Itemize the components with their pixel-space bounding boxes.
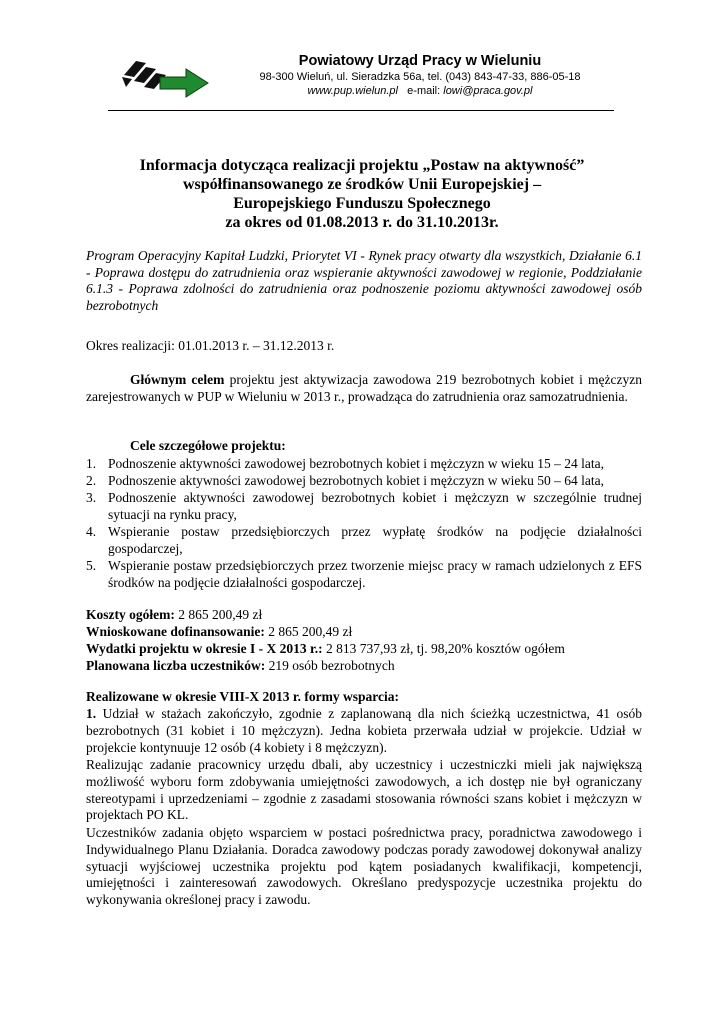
list-item: 4. Wspieranie postaw przedsiębiorczych przez wypłatę środków na podjęcie działalności gospodarczej, [86,524,642,556]
main-goal-paragraph [86,372,642,405]
title-line-3: Europejskiego Funduszu Społecznego [233,195,491,212]
org-address: 98-300 Wieluń, ul. Sieradzka 56a, tel. (043) 843-47-33, 886-05-18 [259,71,581,83]
support-forms-heading: Realizowane w okresie VIII-X 2013 r. formy wsparcia: [86,689,399,704]
support-forms-paragraph-1: 1. Udział w stażach zakończyło, zgodnie z zaplanowaną dla nich ścieżką uczestnictwa, 41 osób bezrobotnych (31 kobiet i 10 mężczyzn). Jedna kobieta przerwała udział w projekcie. Udział w projekcie kontynuuje 12 osób (4 kobiety i 8 mężczyzn). [86,706,642,755]
title-line-2: współfinansowanego ze środków Unii Europejskiej – [182,176,542,193]
main-goal-text: projektu jest aktywizacja zawodowa 219 bezrobotnych kobiet i mężczyzn zarejestrowanych w PUP w Wieluniu w 2013 r., prowadząca do zatrudnienia oraz samozatrudnienia. [86,372,642,404]
specific-goals-list [86,455,642,591]
org-name: Powiatowy Urząd Pracy w Wieluniu [298,53,542,69]
main-goal-label: Głównym celem [130,372,225,387]
org-contact [230,84,610,98]
list-item: 3. Podnoszenie aktywności zawodowej bezrobotnych kobiet i mężczyzn w szczególnie trudnej sytuacji na rynku pracy, [86,490,642,522]
letterhead [230,52,610,98]
program-description: Program Operacyjny Kapitał Ludzki, Priorytet VI - Rynek pracy otwarty dla wszystkich, Działanie 6.1 - Poprawa dostępu do zatrudnienia oraz wspieranie aktywności zawodowej w regionie, Poddziałanie 6.1.3 - Poprawa zdolności do zatrudnienia oraz podnoszenie poziomu aktywności zawodowej osób bezrobotnych [86,248,642,313]
title-line-4: za okres od 01.08.2013 r. do 31.10.2013r. [225,214,499,231]
email-link[interactable]: lowi@praca.gov.pl [443,85,533,97]
total-cost-line: Koszty ogółem: 2 865 200,49 zł [86,607,263,622]
specific-goals-heading: Cele szczegółowe projektu: [130,438,286,453]
cost-summary [86,606,642,674]
email-label: e-mail: [407,85,441,97]
list-item: 1. Podnoszenie aktywności zawodowej bezrobotnych kobiet i mężczyzn w wieku 15 – 24 lata, [86,456,604,471]
list-item: 2. Podnoszenie aktywności zawodowej bezrobotnych kobiet i mężczyzn w wieku 50 – 64 lata, [86,473,604,488]
logo-black-arrows [122,61,166,89]
logo-green-arrow [160,69,208,97]
list-item: 5. Wspieranie postaw przedsiębiorczych przez tworzenie miejsc pracy w ramach udzielonych z EFS środków na podjęcie działalności gospodarczej. [86,558,642,590]
support-forms-paragraph-2: Realizując zadanie pracownicy urzędu dbali, aby uczestnicy i uczestniczki mieli jak największą możliwość wyboru form zdobywania umiejętności zawodowych, a ich dostęp nie był ograniczany stereotypami i uprzedzeniami – zgodnie z zasadami stosowania równości szans kobiet i mężczyzn w projektach PO KL. [86,757,642,823]
requested-funding-line: Wnioskowane dofinansowanie: 2 865 200,49 zł [86,624,353,639]
website-link[interactable]: www.pup.wielun.pl [307,85,398,97]
header-divider [108,110,614,111]
title-line-1: Informacja dotycząca realizacji projektu „Postaw na aktywność” [139,157,585,174]
pup-logo-icon [120,57,210,99]
planned-participants-line: Planowana liczba uczestników: 219 osób bezrobotnych [86,658,395,673]
document-title [80,156,644,232]
project-expenses-line: Wydatki projektu w okresie I - X 2013 r.: 2 813 737,93 zł, tj. 98,20% kosztów ogółem [86,641,565,656]
realization-period: Okres realizacji: 01.01.2013 r. – 31.12.2013 r. [86,338,335,353]
support-forms-paragraph-3: Uczestników zadania objęto wsparciem w postaci pośrednictwa pracy, poradnictwa zawodowego i Indywidualnego Planu Działania. Doradca zawodowy podczas porady zawodowej dokonywał analizy sytuacji wyjściowej uczestnika projektu pod kątem posiadanych kwalifikacji, kompetencji, umiejętności i zainteresowań zawodowych. Określano predyspozycje uczestnika projektu do wykonywania określonej pracy i zawodu. [86,825,642,908]
